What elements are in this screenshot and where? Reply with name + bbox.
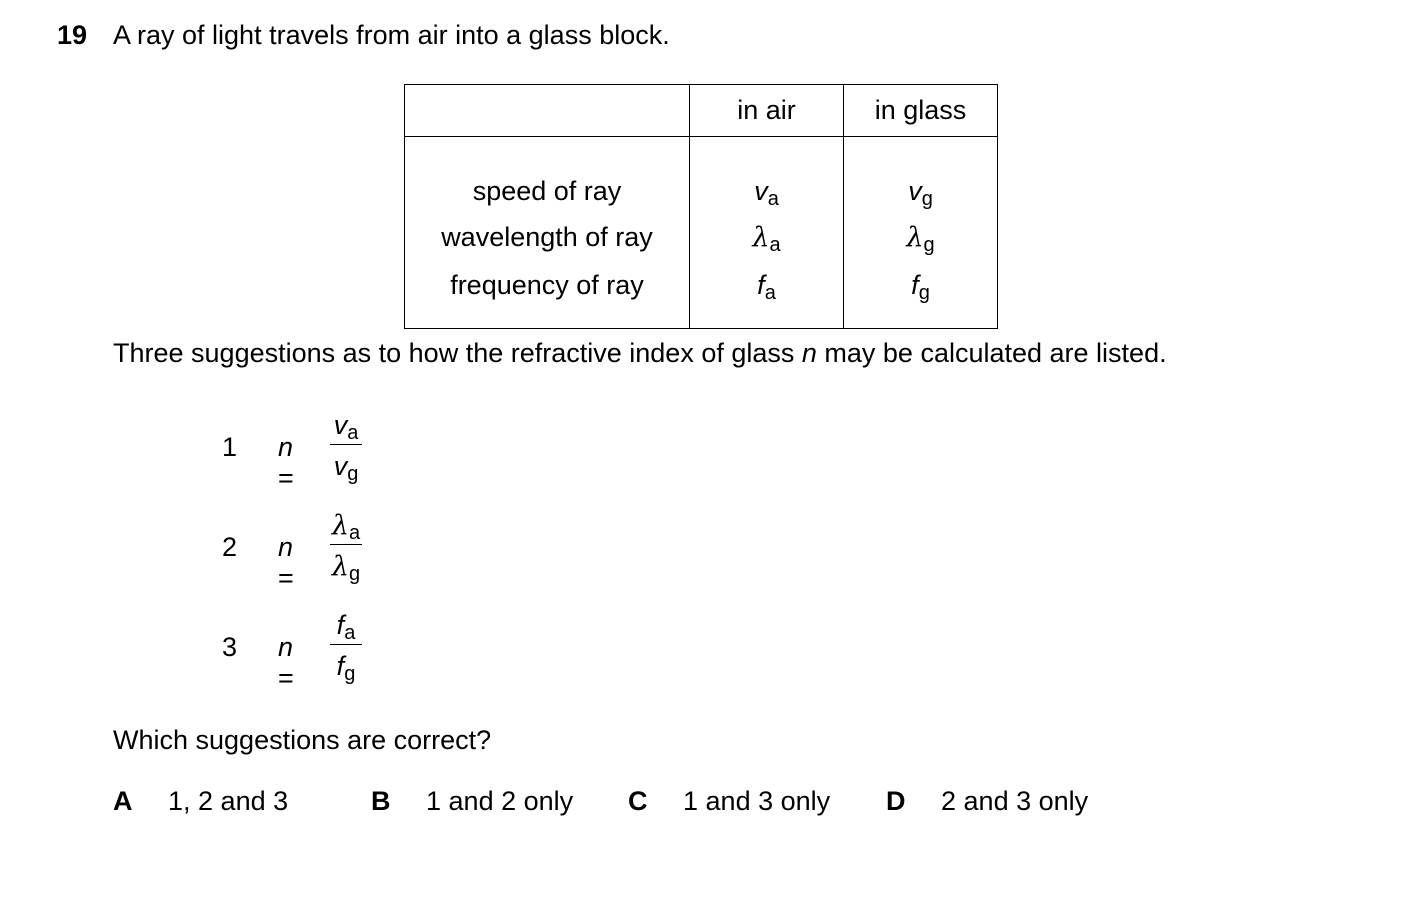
option-letter: D <box>886 786 906 816</box>
suggestion-lhs: n = <box>278 532 294 593</box>
option-text: 1, 2 and 3 <box>168 786 289 816</box>
wavelength-air-symbol: λa <box>690 210 844 264</box>
option-c[interactable] <box>628 786 830 817</box>
option-text: 2 and 3 only <box>941 786 1089 816</box>
suggestion-lhs: n = <box>278 432 294 493</box>
option-b[interactable] <box>371 786 573 817</box>
suggestion-number: 3 <box>222 632 238 662</box>
option-d[interactable] <box>886 786 1088 817</box>
header-empty <box>405 85 690 137</box>
table-row-wavelength <box>405 210 998 264</box>
option-letter: B <box>371 786 391 816</box>
fraction-bar <box>330 544 362 545</box>
suggestion-number: 1 <box>222 432 238 462</box>
frequency-glass-symbol: fg <box>844 264 998 329</box>
fraction-bar <box>330 644 362 645</box>
suggestion-fraction: λa λg <box>331 510 361 585</box>
option-letter: A <box>113 786 133 816</box>
option-text: 1 and 3 only <box>683 786 831 816</box>
row-label: speed of ray <box>405 137 690 211</box>
suggestion-fraction: va vg <box>330 408 362 483</box>
option-a[interactable] <box>113 786 288 817</box>
suggestion-fraction: fa fg <box>330 608 362 683</box>
wavelength-glass-symbol: λg <box>844 210 998 264</box>
header-in-glass: in glass <box>844 85 998 137</box>
properties-table <box>404 84 998 329</box>
speed-glass-symbol: vg <box>844 137 998 211</box>
suggestion-lhs: n = <box>278 632 294 693</box>
speed-air-symbol: va <box>690 137 844 211</box>
fraction-bar <box>330 444 362 445</box>
table-row-frequency <box>405 264 998 329</box>
question-prompt: Which suggestions are correct? <box>113 725 492 755</box>
intro-text: Three suggestions as to how the refractive index of glass n may be calculated are listed. <box>113 338 1167 368</box>
option-text: 1 and 2 only <box>426 786 574 816</box>
option-letter: C <box>628 786 648 816</box>
table-row-speed <box>405 137 998 211</box>
table-header-row <box>405 85 998 137</box>
frequency-air-symbol: fa <box>690 264 844 329</box>
header-in-air: in air <box>690 85 844 137</box>
row-label: wavelength of ray <box>405 210 690 264</box>
suggestion-number: 2 <box>222 532 238 562</box>
row-label: frequency of ray <box>405 264 690 329</box>
question-stem: A ray of light travels from air into a glass block. <box>113 20 670 50</box>
question-number: 19 <box>57 20 88 50</box>
